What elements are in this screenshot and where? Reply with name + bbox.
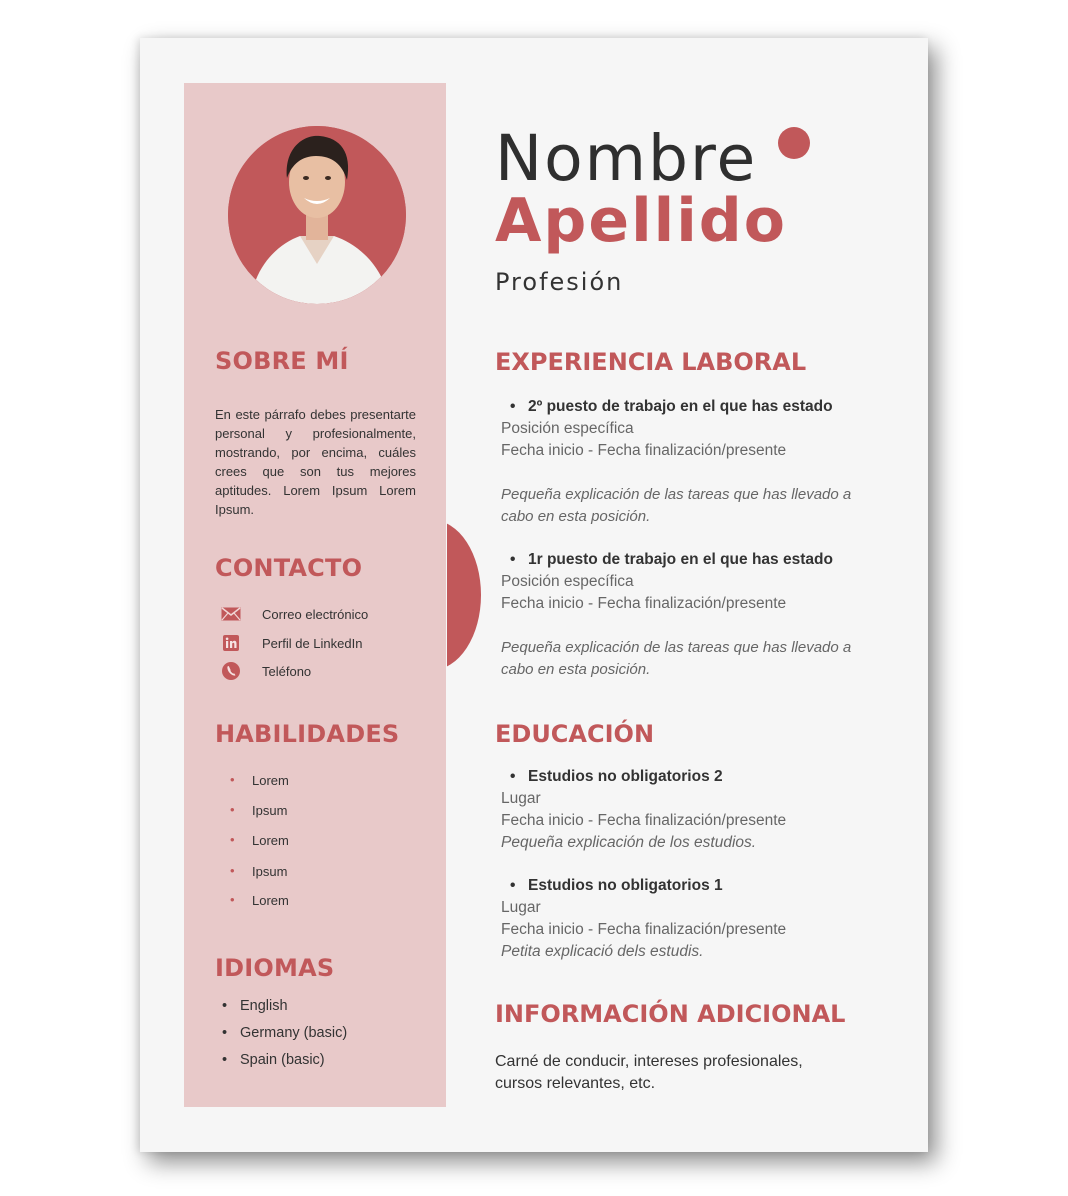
additional-text: Carné de conducir, intereses profesionales, cursos relevantes, etc.	[495, 1053, 803, 1092]
education-heading: EDUCACIÓN	[495, 720, 655, 748]
job-position: Posición específica	[501, 573, 634, 590]
last-name: Apellido	[495, 186, 787, 256]
about-text: En este párrafo debes presentarte personal y profesionalmente, mostrando, por encima, cuáles crees que son tus mejores aptitudes. Lorem Ipsum Lorem Ipsum.	[215, 407, 416, 517]
skills-heading: HABILIDADES	[215, 720, 400, 748]
language-item: • English	[222, 998, 288, 1014]
language-item: • Spain (basic)	[222, 1052, 325, 1068]
job-dates: Fecha inicio - Fecha finalización/presente	[501, 595, 787, 612]
education-title: • Estudios no obligatorios 1	[510, 877, 723, 894]
email-icon	[220, 605, 242, 623]
job-position: Posición específica	[501, 420, 634, 437]
contact-email-label: Correo electrónico	[262, 606, 369, 622]
profile-photo	[228, 126, 406, 304]
education-place: Lugar	[501, 899, 541, 916]
contact-phone-label: Teléfono	[262, 663, 312, 679]
job-dates: Fecha inicio - Fecha finalización/presente	[501, 442, 787, 459]
about-heading: SOBRE MÍ	[215, 347, 349, 375]
job-title: • 2º puesto de trabajo en el que has estado	[510, 398, 833, 415]
education-place: Lugar	[501, 790, 541, 807]
person-portrait-icon	[228, 126, 406, 304]
job-description: Pequeña explicación de las tareas que has llevado a cabo en esta posición.	[501, 486, 852, 525]
education-dates: Fecha inicio - Fecha finalización/presente	[501, 921, 787, 938]
education-description: Pequeña explicación de los estudios.	[501, 834, 757, 851]
contact-phone[interactable]	[220, 661, 312, 681]
first-name: Nombre	[495, 122, 758, 195]
phone-icon	[220, 662, 242, 680]
linkedin-icon	[220, 634, 242, 652]
job-description: Pequeña explicación de las tareas que has llevado a cabo en esta posición.	[501, 639, 852, 678]
decorative-dot	[778, 127, 810, 159]
education-description: Petita explicació dels estudis.	[501, 943, 704, 960]
job-title: • 1r puesto de trabajo en el que has estado	[510, 551, 833, 568]
experience-heading: EXPERIENCIA LABORAL	[495, 348, 807, 376]
profession: Profesión	[495, 268, 624, 296]
contact-linkedin-label: Perfil de LinkedIn	[262, 635, 363, 651]
contact-email[interactable]	[220, 604, 369, 624]
education-title: • Estudios no obligatorios 2	[510, 768, 723, 785]
language-item: • Germany (basic)	[222, 1025, 348, 1041]
education-dates: Fecha inicio - Fecha finalización/presente	[501, 812, 787, 829]
contact-heading: CONTACTO	[215, 554, 363, 582]
languages-heading: IDIOMAS	[215, 954, 335, 982]
contact-linkedin[interactable]	[220, 633, 363, 653]
additional-heading: INFORMACIÓN ADICIONAL	[495, 1000, 846, 1028]
